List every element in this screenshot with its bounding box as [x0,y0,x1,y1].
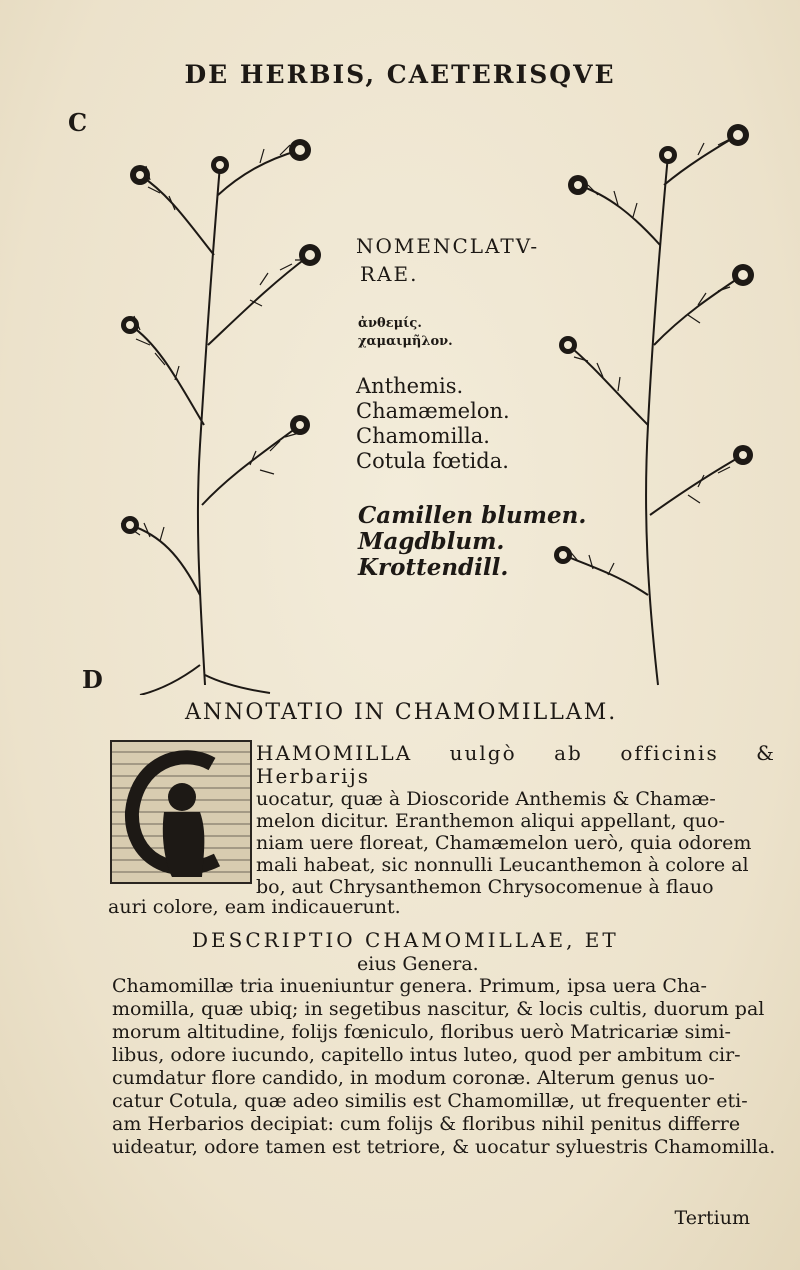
latin-name: Anthemis. [356,374,464,398]
greek-name: ἀνθεμίς. [358,316,422,331]
catchword: Tertium [674,1207,750,1229]
latin-name: Cotula fœtida. [356,449,509,473]
latin-name: Chamomilla. [356,424,490,448]
annotation-line: niam uere floreat, Chamæmelon uerò, quia odorem [256,832,752,854]
annotation-line: uocatur, quæ à Dioscoride Anthemis & Chamæ- [256,788,716,810]
german-name: Magdblum. [358,528,505,555]
chamomile-woodcut-right [548,95,758,695]
margin-letter-lower: D [82,665,103,694]
chamomile-woodcut-left [100,125,350,695]
latin-names [356,374,510,474]
nomenclature-title [356,232,556,288]
margin-letter-upper: C [68,108,88,137]
german-name: Camillen blumen. [358,502,587,529]
body-line: catur Cotula, quæ adeo similis est Chamomillæ, ut frequenter eti- [112,1090,748,1112]
running-head: DE HERBIS, CAETERISQVE [184,60,616,89]
body-line: uideatur, odore tamen est tetriore, & uocatur syluestris Chamomilla. [112,1136,776,1158]
body-line: libus, odore iucundo, capitello intus luteo, quod per ambitum cir- [112,1044,741,1066]
annotation-title: ANNOTATIO IN CHAMOMILLAM. [185,700,618,725]
latin-name: Chamæmelon. [356,399,510,423]
decorated-initial-c [110,740,252,884]
body-line: Chamomillæ tria inueniuntur genera. Primum, ipsa uera Cha- [112,975,707,997]
description-title: DESCRIPTIO CHAMOMILLAE, ET [192,928,619,952]
annotation-tail: auri colore, eam indicauerunt. [108,896,401,918]
annotation-line: HAMOMILLA uulgò ab officinis & Herbarijs [256,741,776,788]
annotation-line: melon dicitur. Eranthemon aliqui appellant, quo- [256,810,725,832]
annotation-line: bo, aut Chrysanthemon Chrysocomenue à flauo [256,876,714,898]
annotation-line: mali habeat, sic nonnulli Leucanthemon à colore al [256,854,749,876]
annotation-text [256,742,776,898]
nomenclature-title-line1: NOMENCLATV- [356,234,540,258]
description-subtitle: eius Genera. [357,953,479,975]
german-names [358,503,586,581]
initial-figure-image [112,742,250,882]
body-line: cumdatur flore candido, in modum coronæ. Alterum genus uo- [112,1067,715,1089]
greek-name: χαμαιμῆλον. [358,334,453,349]
body-line: am Herbarios decipiat: cum folijs & floribus nihil penitus differre [112,1113,741,1135]
german-name: Krottendill. [358,554,509,581]
description-body [112,975,776,1159]
greek-names [358,315,453,351]
body-line: morum altitudine, folijs fœniculo, floribus uerò Matricariæ simi- [112,1021,731,1043]
body-line: momilla, quæ ubiq; in segetibus nascitur, & locis cultis, duorum pal [112,998,765,1020]
nomenclature-title-line2: RAE. [360,262,419,286]
